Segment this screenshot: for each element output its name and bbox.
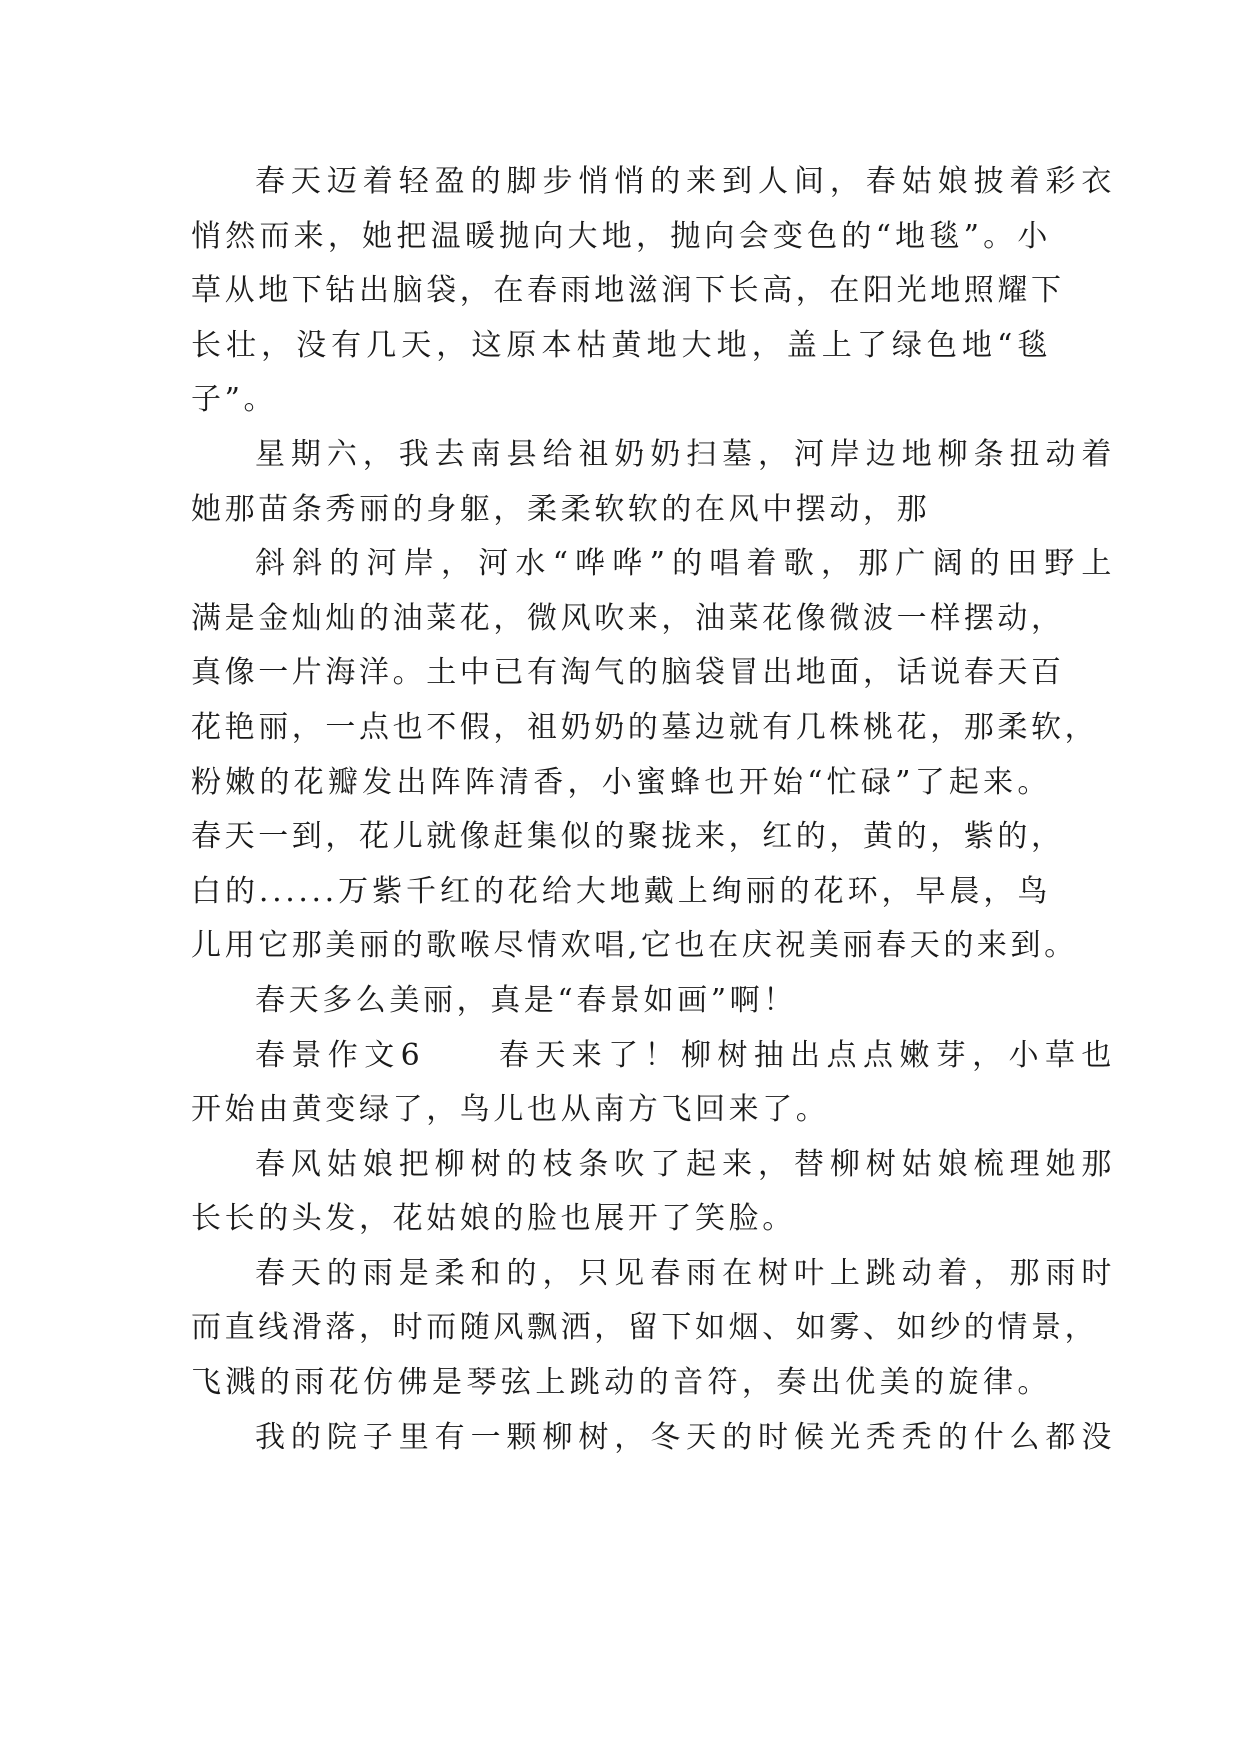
text-line: 她那苗条秀丽的身躯，柔柔软软的在风中摆动，那 — [191, 491, 931, 527]
text-line: 春天多么美丽，真是“春景如画”啊！ — [255, 982, 797, 1018]
text-line: 春天一到，花儿就像赶集似的聚拢来，红的，黄的，紫的， — [191, 819, 1065, 855]
text-line: 春天迈着轻盈的脚步悄悄的来到人间，春姑娘披着彩衣 — [255, 164, 1115, 199]
text-line: 长长的头发，花姑娘的脸也展开了笑脸。 — [191, 1201, 796, 1237]
text-line: 花艳丽，一点也不假，祖奶奶的墓边就有几株桃花，那柔软， — [191, 709, 1099, 745]
text-line: 春风姑娘把柳树的枝条吹了起来，替柳树姑娘梳理她那 — [255, 1146, 1115, 1182]
text-line: 儿用它那美丽的歌喉尽情欢唱,它也在庆祝美丽春天的来到。 — [191, 928, 1078, 964]
article-body — [191, 155, 1115, 1465]
text-line: 真像一片海洋。土中已有淘气的脑袋冒出地面，话说春天百 — [191, 655, 1065, 691]
text-line: 而直线滑落，时而随风飘洒，留下如烟、如雾、如纱的情景， — [191, 1310, 1099, 1346]
text-line: 开始由黄变绿了，鸟儿也从南方飞回来了。 — [191, 1092, 830, 1128]
text-line: 粉嫩的花瓣发出阵阵清香，小蜜蜂也开始“忙碌”了起来。 — [191, 764, 1051, 800]
text-line: 子”。 — [191, 382, 278, 418]
text-line: 悄然而来，她把温暖抛向大地，抛向会变色的“地毯”。小 — [191, 218, 1051, 254]
text-line: 星期六，我去南县给祖奶奶扫墓，河岸边地柳条扭动着 — [255, 436, 1115, 472]
text-line: 我的院子里有一颗柳树，冬天的时候光秃秃的什么都没 — [255, 1419, 1115, 1455]
text-line: 长壮，没有几天，这原本枯黄地大地，盖上了绿色地“毯 — [191, 327, 1051, 363]
text-line: 满是金灿灿的油菜花，微风吹来，油菜花像微波一样摆动， — [191, 600, 1065, 636]
text-line: 斜斜的河岸，河水“哗哗”的唱着歌，那广阔的田野上 — [255, 546, 1115, 582]
text-line: 春景作文6 春天来了！柳树抽出点点嫩芽，小草也 — [255, 1037, 1115, 1073]
text-line: 春天的雨是柔和的，只见春雨在树叶上跳动着，那雨时 — [255, 1255, 1115, 1291]
text-line: 白的......万紫千红的花给大地戴上绚丽的花环，早晨，鸟 — [191, 873, 1051, 909]
text-line: 飞溅的雨花仿佛是琴弦上跳动的音符，奏出优美的旋律。 — [191, 1365, 1051, 1401]
text-line: 草从地下钻出脑袋，在春雨地滋润下长高，在阳光地照耀下 — [191, 273, 1065, 309]
